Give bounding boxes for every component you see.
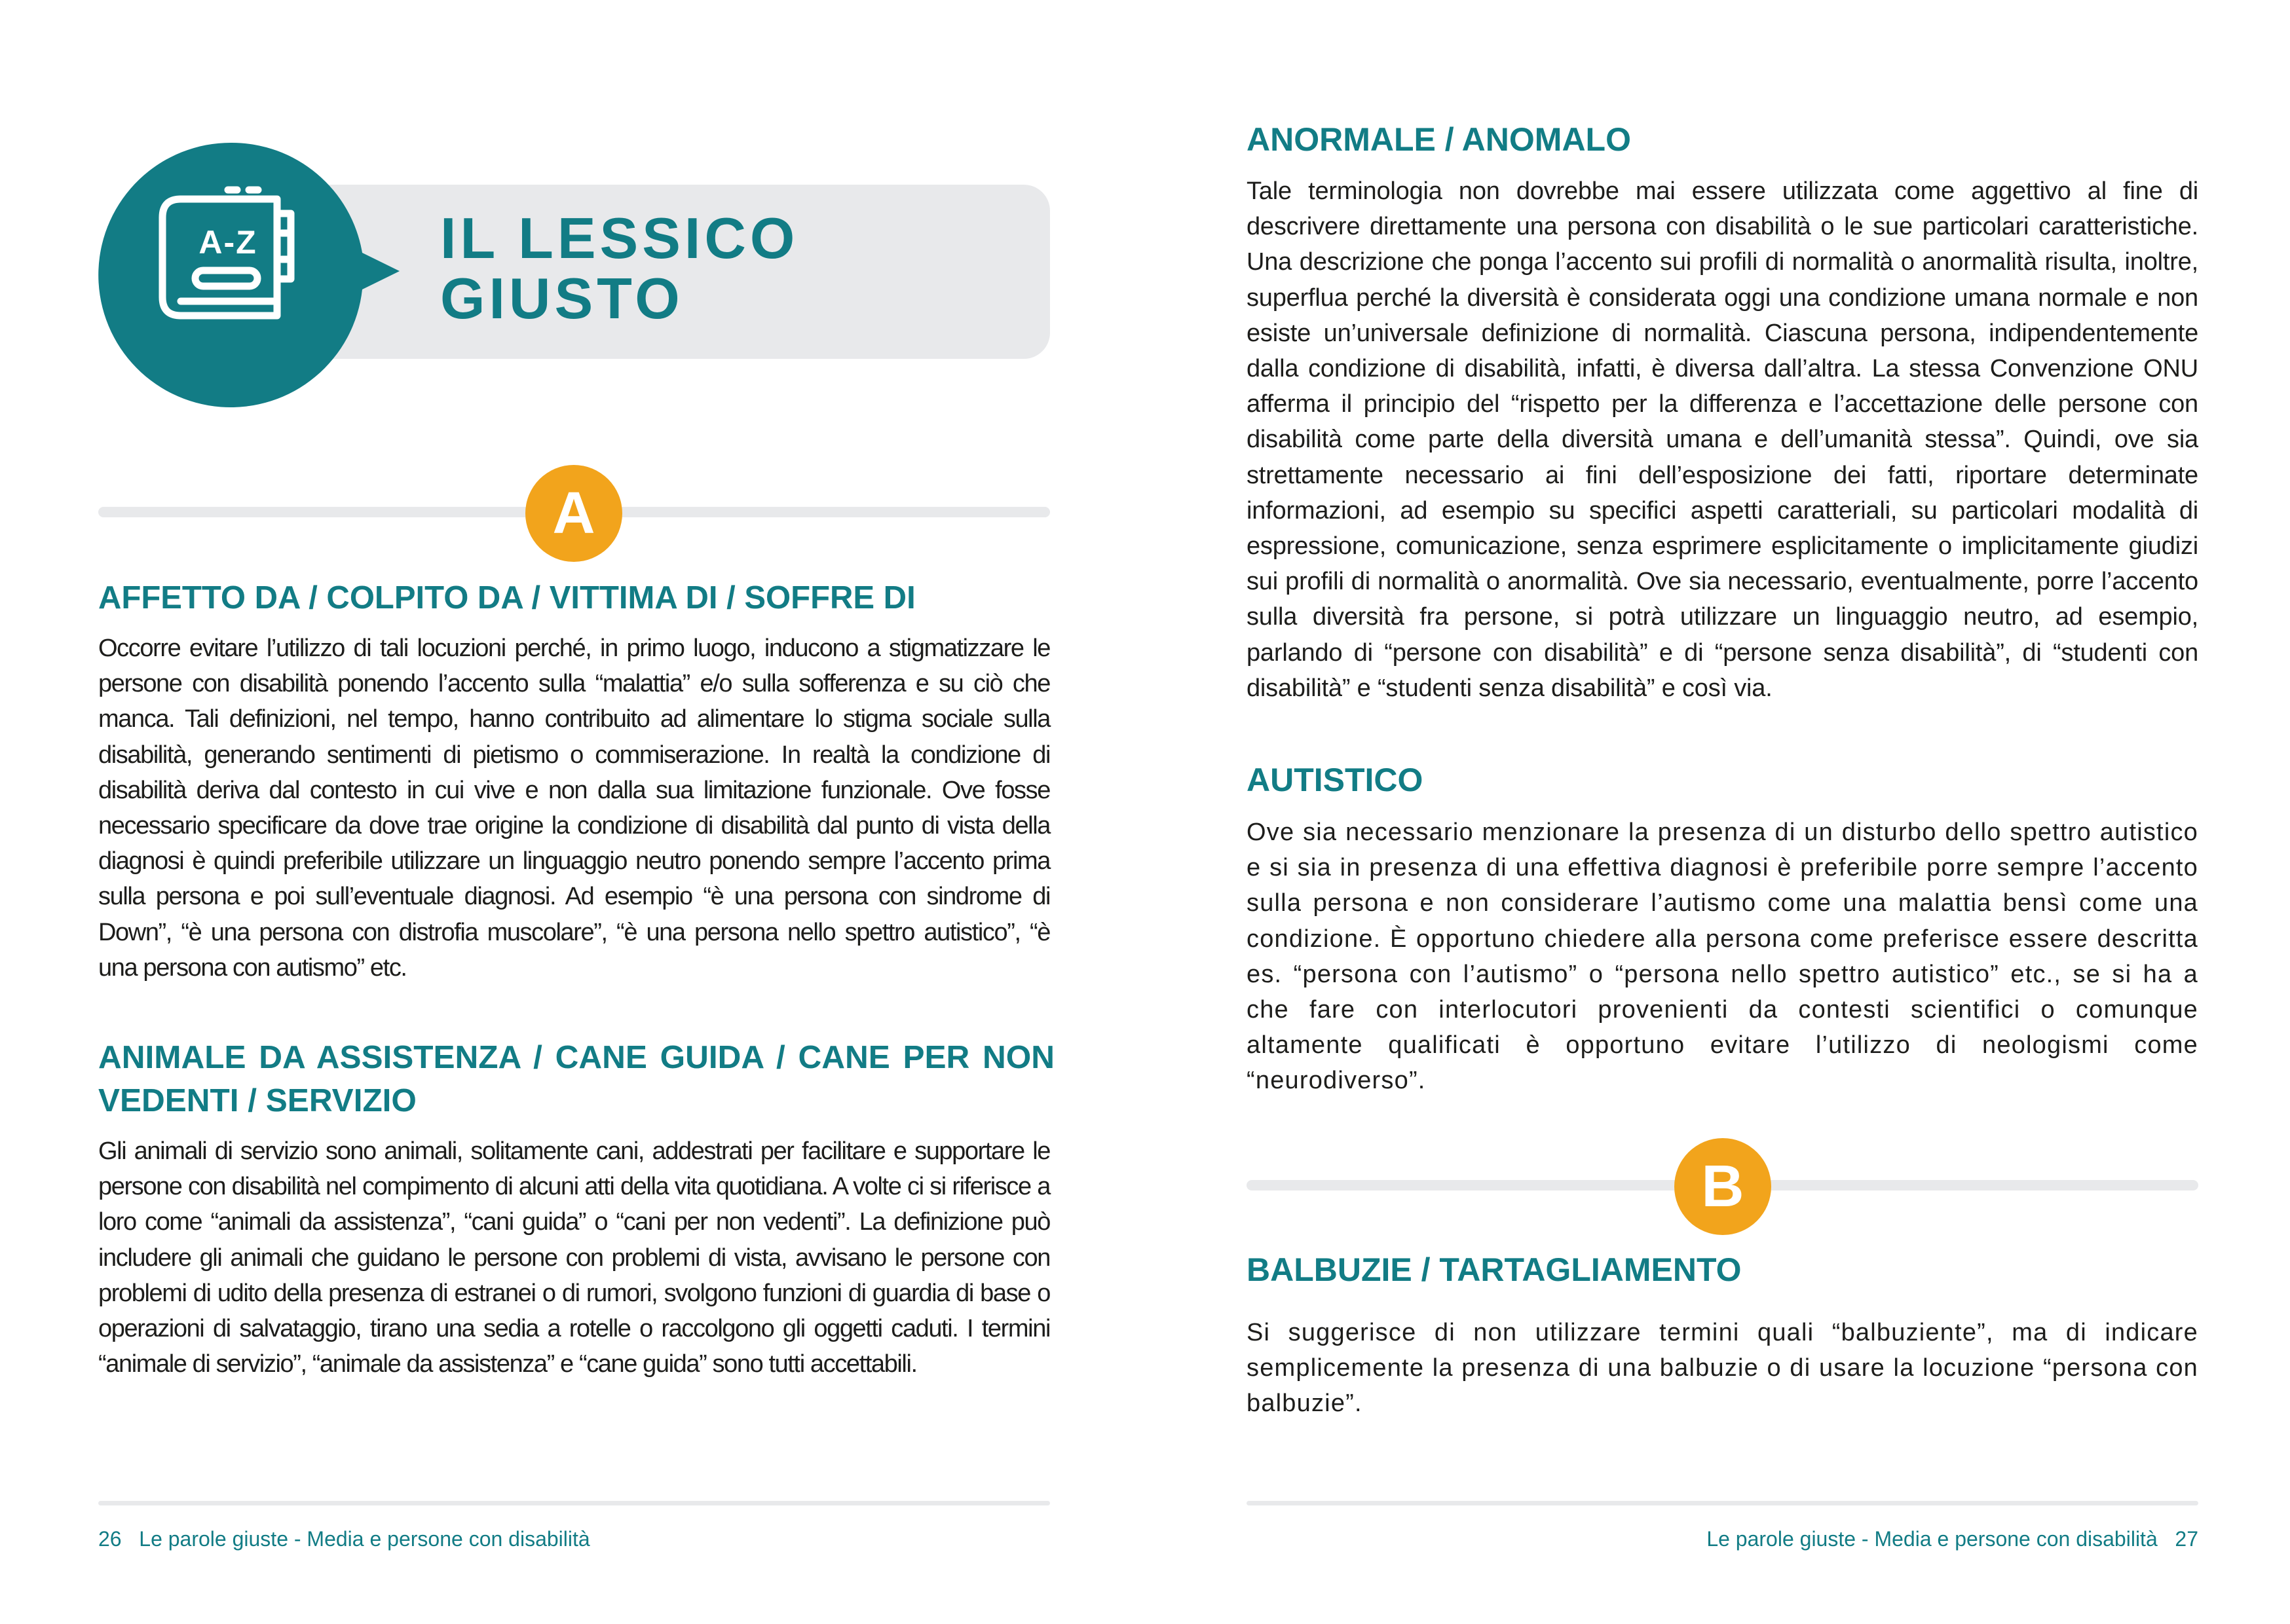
footer [1706,1526,2198,1552]
entry-heading: ANORMALE / ANOMALO [1247,121,1631,158]
az-label: A-Z [198,224,257,261]
entry-body: Ove sia necessario menzionare la presenza di un disturbo dello spettro autistico e si sia in presenza di una effettiva diagnosi è preferibile porre sempre l’accento sulla persona e non considerare l’autismo come una malattia bensì come una condizione. È opportuno chiedere alla persona come preferisce essere descritta es. “persona con l’autismo” o “persona nello spettro autistico” etc., se si ha a che fare con interlocutori provenienti da contesti scientifici o comunque altamente qualificati è opportuno evitare l’utilizzo di neologismi come “neurodiverso”. [1247,819,2198,1095]
entry-heading: AUTISTICO [1247,762,1423,798]
footer-rule [1247,1501,2198,1505]
page-title: IL LESSICO GIUSTO [440,206,799,331]
entry-body: Gli animali di servizio sono animali, solitamente cani, addestrati per facilitare e supportare le persone con disabilità nel compimento di alcuni atti della vita quotidiana. A volte ci si riferisce a loro come “animali da assistenza”, “cani guida” o “cani per non vedenti”. La definizione può includere gli animali che guidano le persone con problemi di vista, avvisano le persone con problemi di udito della presenza di estranei o di rumori, svolgono funzioni di guardia di base o operazioni di salvataggio, tirano una sedia a rotelle o raccolgono gli oggetti caduti. I termini “animale di servizio”, “animale da assistenza” e “cane guida” sono tutti accettabili. [98,1137,1050,1378]
entry-heading: ANIMALE DA ASSISTENZA / CANE GUIDA / CANE PER NON VEDENTI / SERVIZIO [98,1039,1055,1118]
footer-title: Le parole giuste - Media e persone con disabilità [1706,1527,2158,1551]
page-number: 26 [98,1527,122,1551]
entry-body: Occorre evitare l’utilizzo di tali locuzioni perché, in primo luogo, inducono a stigmatizzare le persone con disabilità ponendo l’accento sulla “malattia” e/o sulla sofferenza e su ciò che manca. Tali definizioni, nel tempo, hanno contribuito ad alimentare lo stigma sociale sulla disabilità, generando sentimenti di pietismo o commiserazione. In realtà la condizione di disabilità deriva dal contesto in cui vive e non dalla sua limitazione funzionale. Ove fosse necessario specificare da dove trae origine la condizione di disabilità dal punto di vista della diagnosi è quindi preferibile utilizzare un linguaggio neutro ponendo sempre l’accento prima sulla persona e poi sull’eventuale diagnosi. Ad esempio “è una persona con sindrome di Down”, “è una persona con distrofia muscolare”, “è una persona nello spettro autistico”, “è una persona con autismo” etc. [98,635,1050,982]
footer [98,1526,590,1552]
entry-heading: BALBUZIE / TARTAGLIAMENTO [1247,1251,1742,1288]
letter-a-badge: A [525,465,622,562]
page-number: 27 [2175,1527,2198,1551]
book-badge [97,138,405,413]
letter-b-badge: B [1674,1138,1771,1235]
footer-rule [98,1501,1050,1505]
footer-title: Le parole giuste - Media e persone con disabilità [139,1527,590,1551]
entry-body: Si suggerisce di non utilizzare termini quali “balbuziente”, ma di indicare semplicemente la presenza di una balbuzie o di usare la locuzione “persona con balbuzie”. [1247,1319,2198,1418]
entry-body: Tale terminologia non dovrebbe mai essere utilizzata come aggettivo al fine di descrivere direttamente una persona con disabilità o le sue particolari caratteristiche. Una descrizione che ponga l’accento sui profili di normalità o anormalità risulta, inoltre, superflua perché la diversità è considerata oggi una condizione umana normale e non esiste un’universale definizione di normalità. Ciascuna persona, indipendentemente dalla condizione di disabilità, infatti, è diversa dall’altra. La stessa Convenzione ONU afferma il principio del “rispetto per la differenza e l’accettazione delle persone con disabilità come parte della diversità umana e dell’umanità stessa”. Quindi, ove sia strettamente necessario ai fini dell’esposizione dei fatti, riportare determinate informazioni, ad esempio su specifici aspetti caratteriali, su particolari modalità di espressione, comunicazione, senza esprimere esplicitamente o implicitamente giudizi sui profili di normalità o anormalità. Ove sia necessario, eventualmente, porre l’accento sulla diversità fra persone, si potrà utilizzare un linguaggio neutro, ad esempio, parlando di “persone con disabilità” e di “persone senza disabilità”, di “studenti con disabilità” e “studenti senza disabilità” e così via. [1247,177,2198,702]
entry-heading: AFFETTO DA / COLPITO DA / VITTIMA DI / SOFFRE DI [98,580,916,616]
